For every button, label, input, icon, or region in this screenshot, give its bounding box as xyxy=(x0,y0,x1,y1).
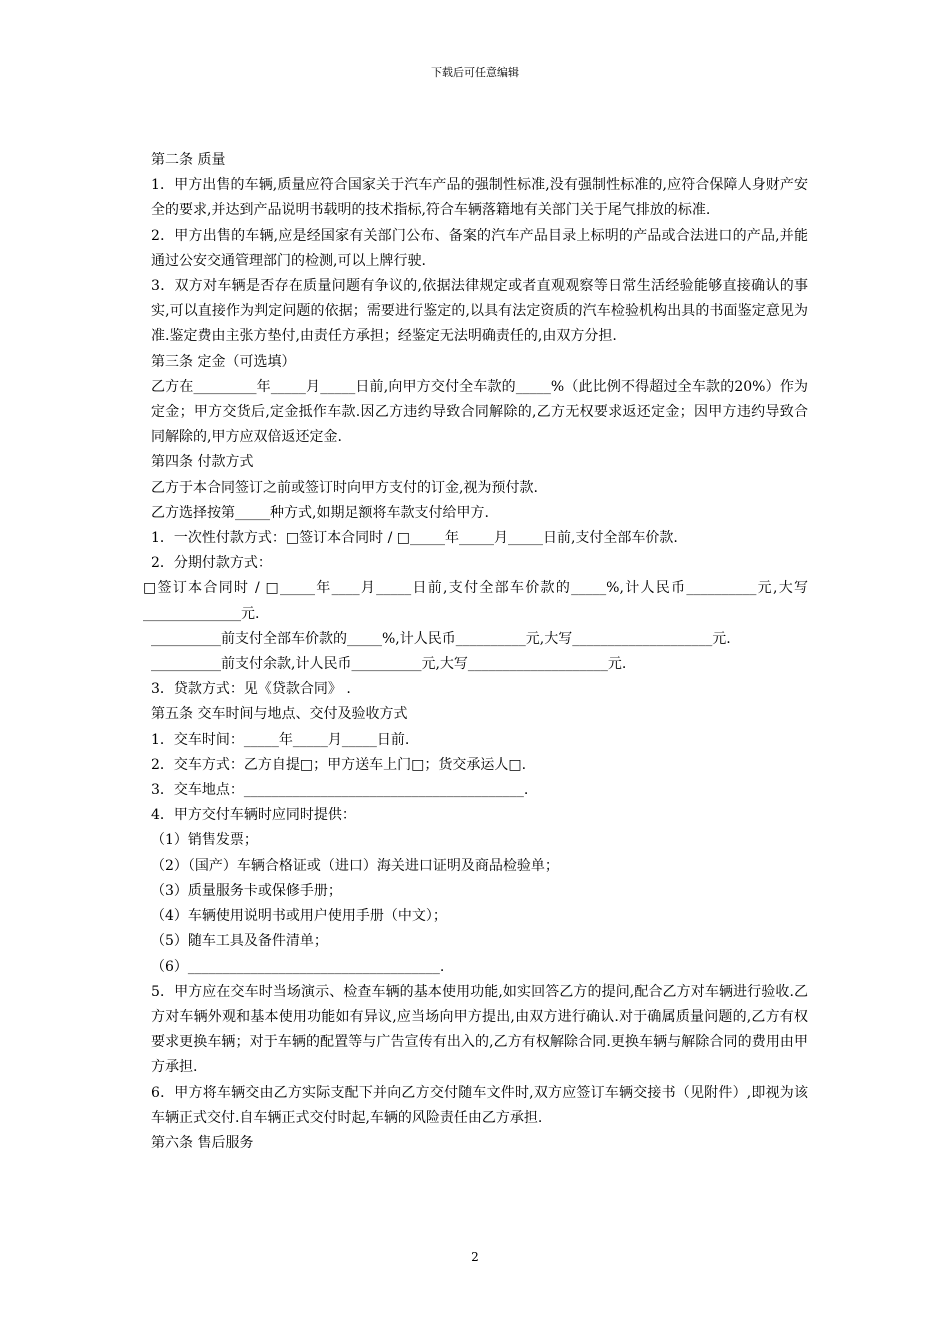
list-item: （5）随车工具及备件清单； xyxy=(151,933,328,950)
paragraph: 3．交车地点：________________________________________. xyxy=(151,782,529,799)
paragraph: 2．分期付款方式： xyxy=(151,555,272,572)
paragraph: □签订本合同时 / □_____年____月_____日前,支付全部车价款的_____%,计人民币__________元,大写______________元. xyxy=(143,580,808,622)
list-item: （2）（国产）车辆合格证或（进口）海关进口证明及商品检验单； xyxy=(151,857,559,874)
document-body xyxy=(143,148,808,1156)
list-item: （6）____________________________________. xyxy=(151,958,445,975)
list-item: （1）销售发票； xyxy=(151,832,258,849)
paragraph: 3．双方对车辆是否存在质量问题有争议的,依据法律规定或者直观观察等日常生活经验能够直接确认的事实,可以直接作为判定问题的依据；需要进行鉴定的,以具有法定资质的汽车检验机构出具的书面鉴定意见为准.鉴定费由主张方垫付,由责任方承担；经鉴定无法明确责任的,由双方分担. xyxy=(151,278,808,345)
paragraph: 1．一次性付款方式：□签订本合同时 / □_____年_____月_____日前,支付全部车价款. xyxy=(151,530,678,547)
paragraph: 2．甲方出售的车辆,应是经国家有关部门公布、备案的汽车产品目录上标明的产品或合法进口的产品,并能通过公安交通管理部门的检测,可以上牌行驶. xyxy=(151,227,808,269)
list-item: （3）质量服务卡或保修手册； xyxy=(151,882,342,899)
section-heading-4: 第四条 付款方式 xyxy=(151,454,254,471)
section-heading-5: 第五条 交车时间与地点、交付及验收方式 xyxy=(151,706,408,723)
paragraph: 6．甲方将车辆交由乙方实际支配下并向乙方交付随车文件时,双方应签订车辆交接书（见附件）,即视为该车辆正式交付.自车辆正式交付时起,车辆的风险责任由乙方承担. xyxy=(151,1084,808,1126)
paragraph: 1．交车时间：_____年_____月_____日前. xyxy=(151,731,410,748)
paragraph: 3．贷款方式：见《贷款合同》 . xyxy=(151,681,351,698)
paragraph: 5．甲方应在交车时当场演示、检查车辆的基本使用功能,如实回答乙方的提问,配合乙方对车辆进行验收.乙方对车辆外观和基本使用功能如有异议,应当场向甲方提出,由双方进行确认.对于确属质量问题的,乙方有权要求更换车辆；对于车辆的配置等与广告宣传有出入的,乙方有权解除合同.更换车辆与解除合同的费用由甲方承担. xyxy=(151,983,808,1076)
paragraph: __________前支付余款,计人民币__________元,大写____________________元. xyxy=(151,656,627,673)
paragraph: 2．交车方式：乙方自提□；甲方送车上门□；货交承运人□. xyxy=(151,756,527,773)
section-heading-3: 第三条 定金（可选填） xyxy=(151,353,296,370)
paragraph: 1．甲方出售的车辆,质量应符合国家关于汽车产品的强制性标准,没有强制性标准的,应符合保障人身财产安全的要求,并达到产品说明书载明的技术指标,符合车辆落籍地有关部门关于尾气排放的标准. xyxy=(151,177,808,219)
paragraph: 乙方于本合同签订之前或签订时向甲方支付的订金,视为预付款. xyxy=(151,479,538,496)
paragraph: __________前支付全部车价款的_____%,计人民币__________元,大写____________________元. xyxy=(151,630,731,647)
paragraph: 乙方选择按第_____种方式,如期足额将车款支付给甲方. xyxy=(151,504,489,521)
paragraph: 4．甲方交付车辆时应同时提供： xyxy=(151,807,356,824)
page-header: 下载后可任意编辑 xyxy=(431,66,519,79)
list-item: （4）车辆使用说明书或用户使用手册（中文）； xyxy=(151,908,447,925)
section-heading-6: 第六条 售后服务 xyxy=(151,1134,254,1151)
section-heading-2: 第二条 质量 xyxy=(151,152,226,168)
paragraph: 乙方在_________年_____月_____日前,向甲方交付全车款的_____%（此比例不得超过全车款的20%）作为定金；甲方交货后,定金抵作车款.因乙方违约导致合同解除的,乙方无权要求返还定金；因甲方违约导致合同解除的,甲方应双倍返还定金. xyxy=(151,378,808,446)
page-number: 2 xyxy=(471,1250,479,1264)
